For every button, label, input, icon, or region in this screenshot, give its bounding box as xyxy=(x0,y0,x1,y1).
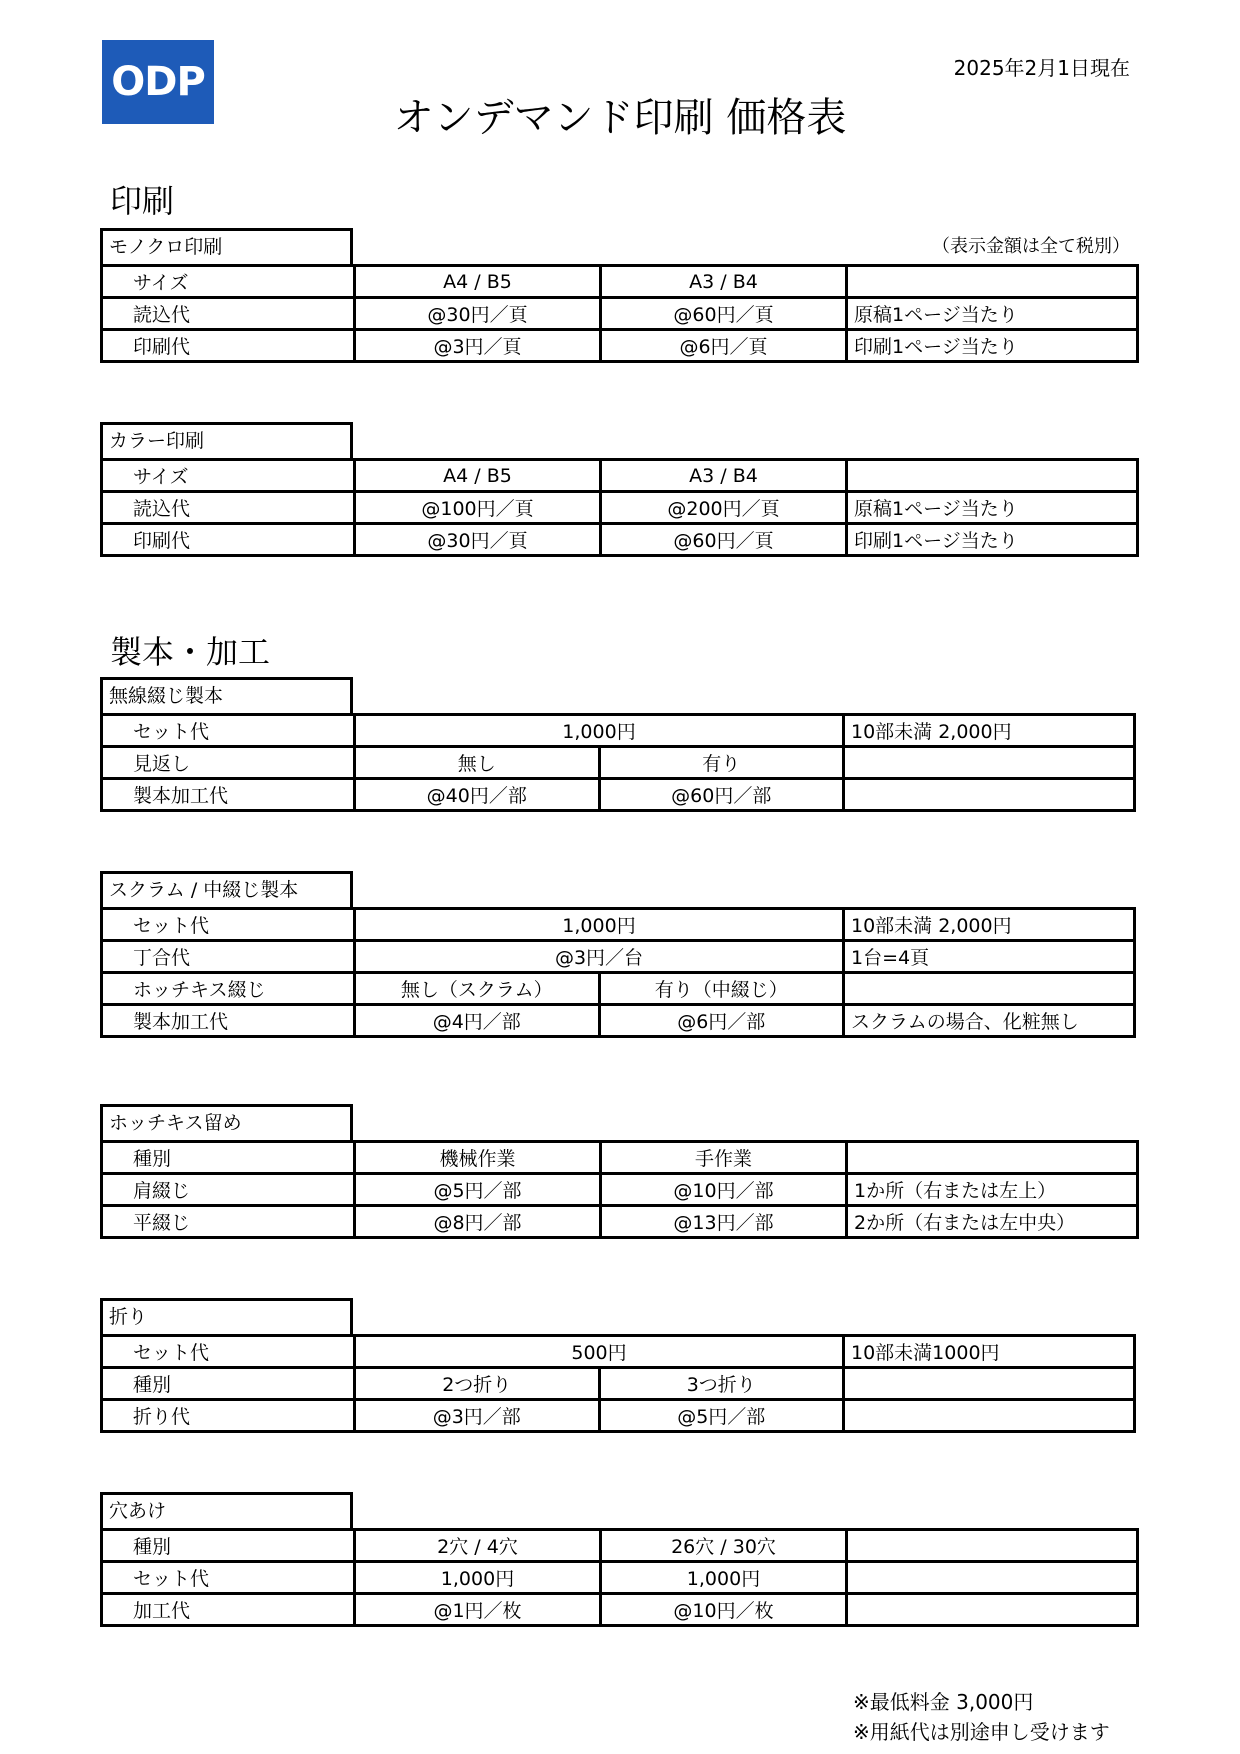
cell: A4 / B5 xyxy=(355,460,601,492)
cell: 無し（スクラム） xyxy=(355,973,600,1005)
table-row xyxy=(102,1562,1138,1594)
note-cell xyxy=(844,1400,1135,1432)
table-row xyxy=(102,973,1135,1005)
note-cell xyxy=(844,973,1135,1005)
cell: A4 / B5 xyxy=(355,266,601,298)
note-cell xyxy=(847,266,1138,298)
cell: 2つ折り xyxy=(355,1368,600,1400)
table-row xyxy=(102,298,1138,330)
note-cell: 10部未満1000円 xyxy=(844,1336,1135,1368)
table-row xyxy=(102,941,1135,973)
note-cell: 1か所（右または左上） xyxy=(847,1174,1138,1206)
cell: @3円／台 xyxy=(355,941,844,973)
row-label: セット代 xyxy=(102,1562,355,1594)
row-label: サイズ xyxy=(102,266,355,298)
as-of-date: 2025年2月1日現在 xyxy=(953,56,1130,80)
cell: @5円／部 xyxy=(355,1174,601,1206)
cell: @10円／部 xyxy=(601,1174,847,1206)
page-title: オンデマンド印刷 価格表 xyxy=(393,95,847,141)
cell: A3 / B4 xyxy=(601,266,847,298)
cell: @40円／部 xyxy=(355,779,600,811)
price-table-perfect-binding xyxy=(100,713,1136,812)
cell: 1,000円 xyxy=(355,1562,601,1594)
row-label: 加工代 xyxy=(102,1594,355,1626)
table-label-scrum: スクラム / 中綴じ製本 xyxy=(100,871,353,907)
tax-note: （表示金額は全て税別） xyxy=(932,236,1130,257)
cell: @3円／部 xyxy=(355,1400,600,1432)
min-charge-note: ※最低料金 3,000円 xyxy=(853,1690,1034,1714)
table-label-staple: ホッチキス留め xyxy=(100,1104,353,1140)
row-label: 肩綴じ xyxy=(102,1174,355,1206)
row-label: ホッチキス綴じ xyxy=(102,973,355,1005)
note-cell xyxy=(847,460,1138,492)
table-row xyxy=(102,1530,1138,1562)
table-label-mono: モノクロ印刷 xyxy=(100,228,353,264)
table-label-color: カラー印刷 xyxy=(100,422,353,458)
cell: 500円 xyxy=(355,1336,844,1368)
note-cell: 印刷1ページ当たり xyxy=(847,330,1138,362)
row-label: 製本加工代 xyxy=(102,1005,355,1037)
note-cell xyxy=(847,1594,1138,1626)
cell: 1,000円 xyxy=(355,909,844,941)
table-row xyxy=(102,715,1135,747)
cell: @60円／頁 xyxy=(601,524,847,556)
row-label: 読込代 xyxy=(102,298,355,330)
cell: 1,000円 xyxy=(355,715,844,747)
note-cell: 10部未満 2,000円 xyxy=(844,909,1135,941)
price-table-mono xyxy=(100,264,1139,363)
price-table-color xyxy=(100,458,1139,557)
table-label-punch: 穴あけ xyxy=(100,1492,353,1528)
note-cell xyxy=(847,1142,1138,1174)
company-logo: ODP xyxy=(102,40,214,124)
cell: @100円／頁 xyxy=(355,492,601,524)
table-row xyxy=(102,1594,1138,1626)
note-cell: 2か所（右または左中央） xyxy=(847,1206,1138,1238)
row-label: 印刷代 xyxy=(102,330,355,362)
table-row xyxy=(102,779,1135,811)
note-cell xyxy=(847,1562,1138,1594)
cell: @6円／部 xyxy=(599,1005,844,1037)
table-row xyxy=(102,330,1138,362)
section-heading-binding: 製本・加工 xyxy=(110,633,271,671)
note-cell: 原稿1ページ当たり xyxy=(847,492,1138,524)
cell: @200円／頁 xyxy=(601,492,847,524)
note-cell xyxy=(844,779,1135,811)
row-label: 平綴じ xyxy=(102,1206,355,1238)
cell: 26穴 / 30穴 xyxy=(601,1530,847,1562)
note-cell: 10部未満 2,000円 xyxy=(844,715,1135,747)
row-label: 種別 xyxy=(102,1142,355,1174)
cell: 1,000円 xyxy=(601,1562,847,1594)
table-row xyxy=(102,1206,1138,1238)
note-cell: スクラムの場合、化粧無し xyxy=(844,1005,1135,1037)
row-label: 見返し xyxy=(102,747,355,779)
cell: @60円／頁 xyxy=(601,298,847,330)
price-table-fold xyxy=(100,1334,1136,1433)
table-row xyxy=(102,1005,1135,1037)
cell: @8円／部 xyxy=(355,1206,601,1238)
row-label: 種別 xyxy=(102,1368,355,1400)
row-label: 丁合代 xyxy=(102,941,355,973)
row-label: 折り代 xyxy=(102,1400,355,1432)
cell: @4円／部 xyxy=(355,1005,600,1037)
row-label: 印刷代 xyxy=(102,524,355,556)
cell: 機械作業 xyxy=(355,1142,601,1174)
cell: @1円／枚 xyxy=(355,1594,601,1626)
note-cell: 1台=4頁 xyxy=(844,941,1135,973)
table-row xyxy=(102,492,1138,524)
table-row xyxy=(102,1142,1138,1174)
row-label: サイズ xyxy=(102,460,355,492)
table-label-fold: 折り xyxy=(100,1298,353,1334)
price-table-punch xyxy=(100,1528,1139,1627)
table-label-perfect-binding: 無線綴じ製本 xyxy=(100,677,353,713)
note-cell xyxy=(844,747,1135,779)
row-label: セット代 xyxy=(102,1336,355,1368)
cell: @5円／部 xyxy=(599,1400,844,1432)
cell: 2穴 / 4穴 xyxy=(355,1530,601,1562)
table-row xyxy=(102,747,1135,779)
paper-cost-note: ※用紙代は別途申し受けます xyxy=(853,1720,1110,1744)
cell: @30円／頁 xyxy=(355,524,601,556)
cell: @60円／部 xyxy=(599,779,844,811)
row-label: 製本加工代 xyxy=(102,779,355,811)
table-row xyxy=(102,524,1138,556)
section-heading-printing: 印刷 xyxy=(110,182,175,220)
price-table-staple xyxy=(100,1140,1139,1239)
cell: @3円／頁 xyxy=(355,330,601,362)
cell: @10円／枚 xyxy=(601,1594,847,1626)
note-cell xyxy=(847,1530,1138,1562)
cell: @30円／頁 xyxy=(355,298,601,330)
cell: 有り xyxy=(599,747,844,779)
table-row xyxy=(102,266,1138,298)
note-cell: 印刷1ページ当たり xyxy=(847,524,1138,556)
cell: @13円／部 xyxy=(601,1206,847,1238)
row-label: セット代 xyxy=(102,715,355,747)
table-row xyxy=(102,1368,1135,1400)
cell: 3つ折り xyxy=(599,1368,844,1400)
row-label: 種別 xyxy=(102,1530,355,1562)
row-label: 読込代 xyxy=(102,492,355,524)
cell: A3 / B4 xyxy=(601,460,847,492)
note-cell: 原稿1ページ当たり xyxy=(847,298,1138,330)
note-cell xyxy=(844,1368,1135,1400)
table-row xyxy=(102,909,1135,941)
row-label: セット代 xyxy=(102,909,355,941)
cell: 無し xyxy=(355,747,600,779)
table-row xyxy=(102,1336,1135,1368)
cell: @6円／頁 xyxy=(601,330,847,362)
price-table-scrum xyxy=(100,907,1136,1038)
cell: 手作業 xyxy=(601,1142,847,1174)
table-row xyxy=(102,460,1138,492)
cell: 有り（中綴じ） xyxy=(599,973,844,1005)
table-row xyxy=(102,1174,1138,1206)
table-row xyxy=(102,1400,1135,1432)
